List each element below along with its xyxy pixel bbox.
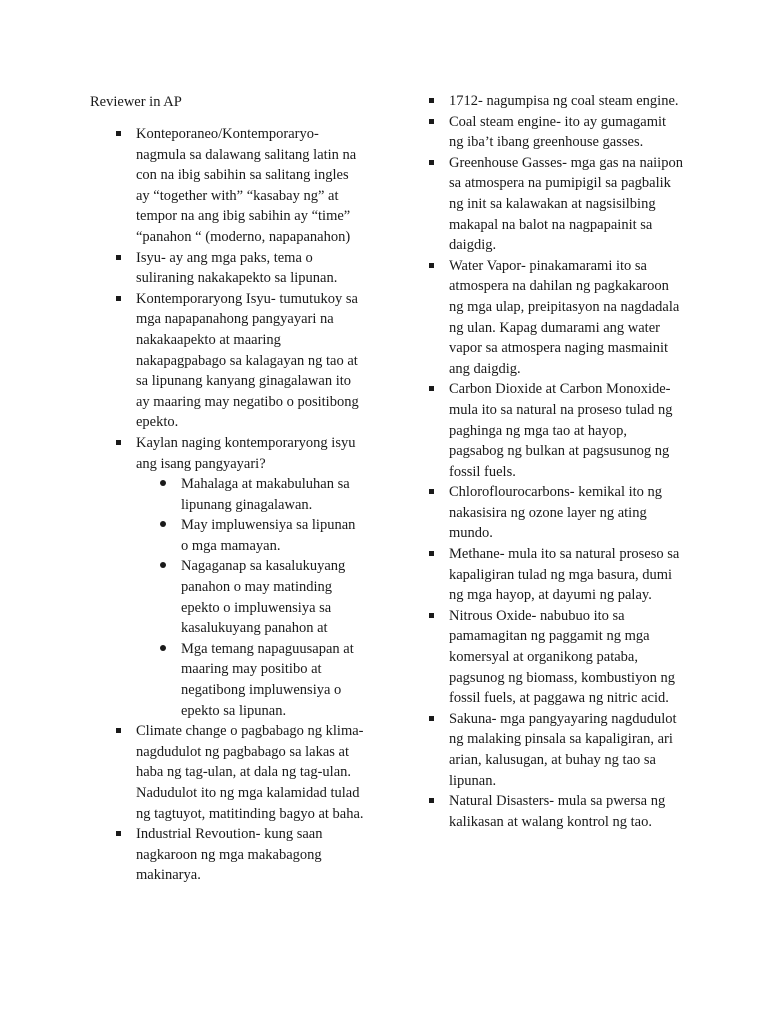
list-item-text: Industrial Revoution- kung saan nagkaroon ng mga makabagong makinarya. xyxy=(136,826,323,884)
list-item-text: Methane- mula ito sa natural proseso sa kapaligiran tulad ng mga basura, dumi ng mga hayop, at dayumi ng palay. xyxy=(449,546,680,604)
list-item xyxy=(428,709,683,791)
sub-list-item-text: May impluwensiya sa lipunan o mga mamayan. xyxy=(181,517,356,554)
list-item xyxy=(115,721,365,824)
sub-list-item xyxy=(158,556,365,638)
list-item xyxy=(428,256,683,380)
list-item-text: Water Vapor- pinakamarami ito sa atmospera na dahilan ng pagkakaroon ng mga ulap, preipitasyon na nagdadala ng ulan. Kapag dumarami ang water vapor sa atmospera naging masmainit ang daigdig. xyxy=(449,257,680,377)
list-item xyxy=(428,112,683,153)
list-item-text: Greenhouse Gasses- mga gas na naiipon sa atmospera na pumipigil sa pagbalik ng init sa kalawakan at nagsisilbing makapal na balot na nagpapainit sa daigdig. xyxy=(449,154,683,254)
sub-list-item-text: Mahalaga at makabuluhan sa lipunang ginagalawan. xyxy=(181,476,350,513)
list-item-text: Nitrous Oxide- nabubuo ito sa pamamagitan ng paggamit ng mga komersyal at organikong pataba, pagsunog ng biomass, kombustiyon ng fossil fuels, at paggawa ng nitric acid. xyxy=(449,607,675,707)
list-item-text: Natural Disasters- mula sa pwersa ng kalikasan at walang kontrol ng tao. xyxy=(449,793,666,830)
list-item xyxy=(428,606,683,709)
sub-list-item-text: Nagaganap sa kasalukuyang panahon o may matinding epekto o impluwensiya sa kasalukuyang panahon at xyxy=(181,558,346,637)
list-item xyxy=(428,153,683,256)
right-column-list xyxy=(428,91,683,832)
list-item xyxy=(115,824,365,886)
list-item-text: Climate change o pagbabago ng klima- nagdudulot ng pagbabago sa lakas at haba ng tag-ulan, at dala ng tag-ulan. Nadudulot ito ng mga kalamidad tulad ng tagtuyot, matitinding bagyo at baha. xyxy=(136,723,364,822)
list-item xyxy=(115,124,365,248)
list-item-text: Chloroflourocarbons- kemikal ito ng nakasisira ng ozone layer ng ating mundo. xyxy=(449,484,663,542)
list-item-text: 1712- nagumpisa ng coal steam engine. xyxy=(449,93,679,109)
list-item xyxy=(115,433,365,721)
list-item xyxy=(428,91,683,112)
list-item-text: Kontemporaryong Isyu- tumutukoy sa mga napapanahong pangyayari na nakakaapekto at maaring nakapagpabago sa kalagayan ng tao at sa lipunang kanyang ginagalawan ito ay maaring may negatibo o positibong epekto. xyxy=(136,290,359,431)
left-column-list xyxy=(115,124,365,886)
list-item xyxy=(428,544,683,606)
list-item xyxy=(428,791,683,832)
list-item-text: Kaylan naging kontemporaryong isyu ang isang pangyayari? xyxy=(136,434,356,472)
list-item-text: Carbon Dioxide at Carbon Monoxide- mula ito sa natural na proseso tulad ng paghinga ng mga tao at hayop, pagsabog ng bulkan at pagsusunog ng fossil fuels. xyxy=(449,381,673,480)
list-item-text: Coal steam engine- ito ay gumagamit ng iba’t ibang greenhouse gasses. xyxy=(449,113,667,151)
list-item xyxy=(428,482,683,544)
sub-list-item xyxy=(158,639,365,721)
list-item xyxy=(115,289,365,433)
list-item-text: Konteporaneo/Kontemporaryo- nagmula sa dalawang salitang latin na con na ibig sabihin sa salitang ingles ay “together with” “kasabay ng” at tempor na ang ibig sabihin ay “time” “panahon “ (moderno, napapanahon) xyxy=(136,126,357,245)
sub-list-item-text: Mga temang napaguusapan at maaring may positibo at negatibong impluwensiya o epekto sa lipunan. xyxy=(181,640,354,719)
document-title: Reviewer in AP xyxy=(90,94,182,110)
list-item xyxy=(115,248,365,289)
sub-list-item xyxy=(158,515,365,556)
sub-list xyxy=(136,474,365,721)
sub-list-item xyxy=(158,474,365,515)
list-item xyxy=(428,379,683,482)
list-item-text: Sakuna- mga pangyayaring nagdudulot ng malaking pinsala sa kapaligiran, ari arian, kalusugan, at buhay ng tao sa lipunan. xyxy=(449,710,677,789)
list-item-text: Isyu- ay ang mga paks, tema o suliraning nakakapekto sa lipunan. xyxy=(136,249,338,287)
